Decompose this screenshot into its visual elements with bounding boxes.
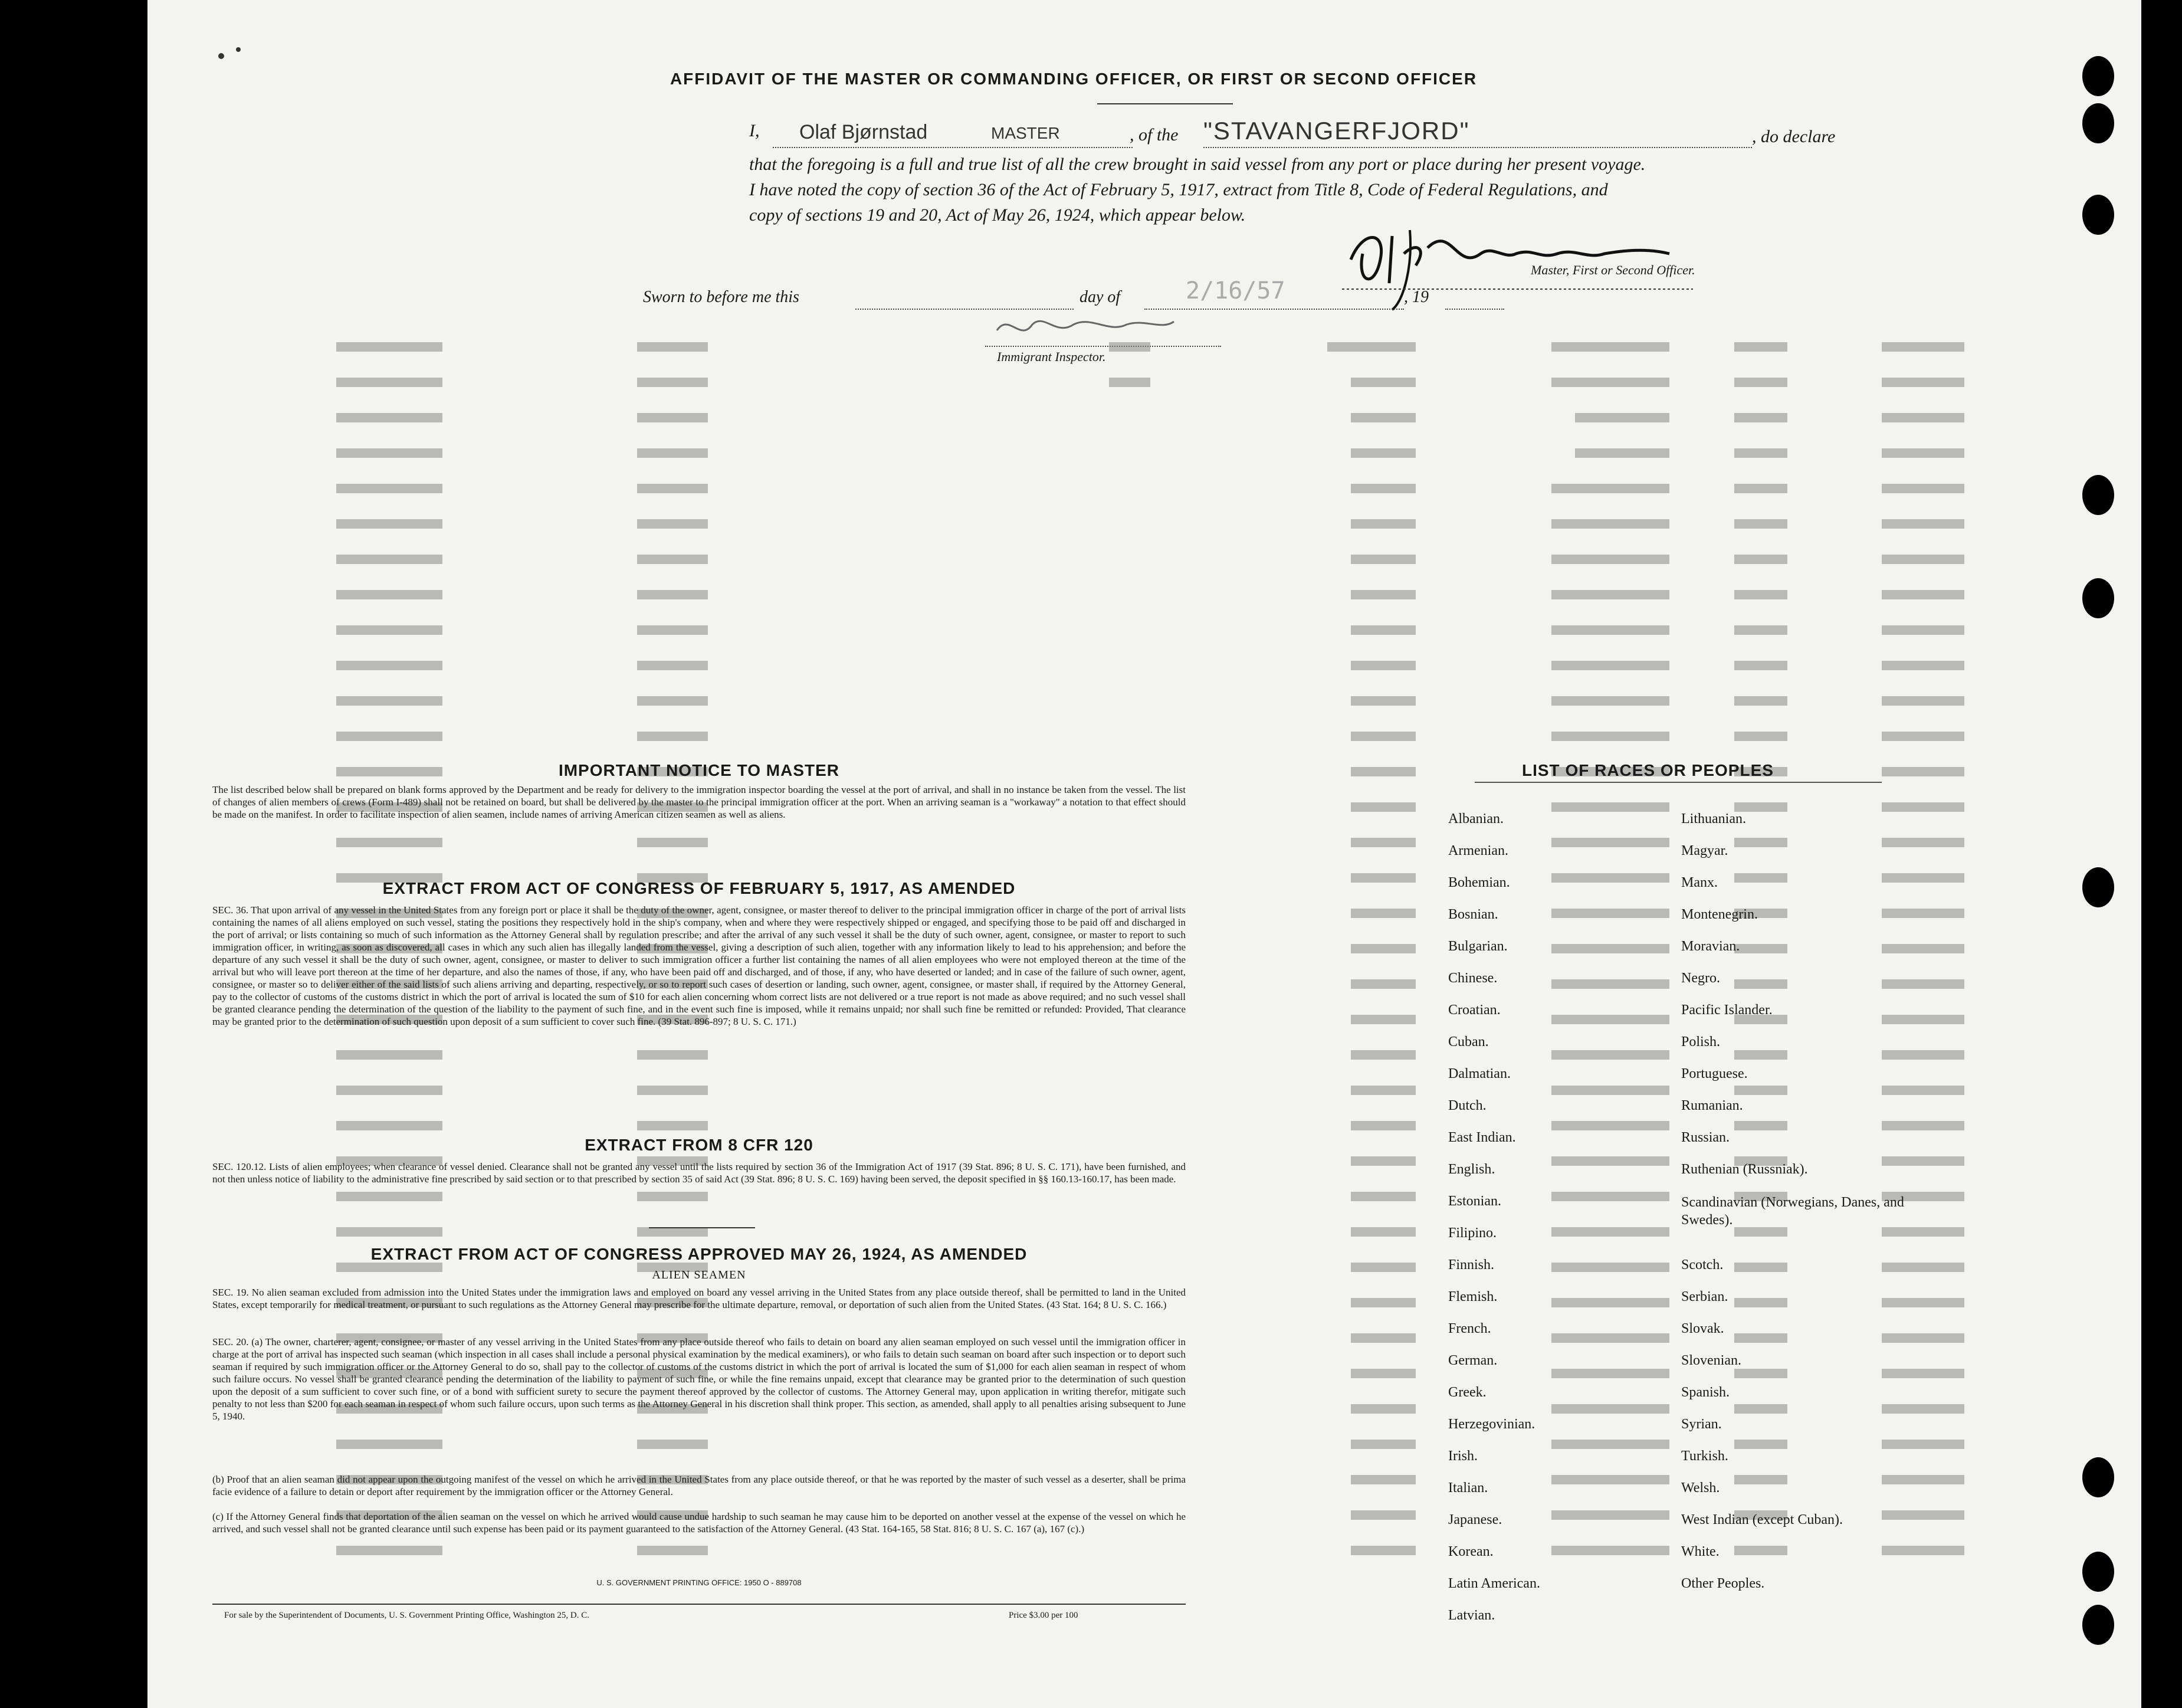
sworn-date: 2/16/57 [1186,277,1285,304]
of-the-label: , of the [1130,125,1179,145]
race-item: Latvian. [1448,1608,1495,1623]
vessel-name: "STAVANGERFJORD" [1203,117,1470,145]
binder-hole [2082,1457,2114,1497]
race-item: Filipino. [1448,1225,1497,1241]
race-item: Herzegovinian. [1448,1417,1535,1432]
race-item: Dutch. [1448,1098,1487,1113]
race-item: Latin American. [1448,1576,1540,1591]
extract-1924-sec19: SEC. 19. No alien seaman excluded from admission into the United States under the immigration laws and employed on board any vessel arriving in the United States from any place outside thereof, shall be permitted to land in the United States, except temporarily for medical treatment, or pursuant to such regulations as the Attorney General may prescribe for the ultimate departure, removal, or deportation of such alien from the United States. (43 Stat. 164; 8 U. S. C. 166.) [212,1287,1186,1310]
race-item: Korean. [1448,1544,1494,1559]
race-item: East Indian. [1448,1130,1516,1145]
ink-speck [218,53,224,59]
ink-speck [236,47,241,52]
extract-8cfr-body: SEC. 120.12. Lists of alien employees; when clearance of vessel denied. Clearance shall not be granted any vessel until the lists required by section 36 of the Immigration Act of 1917 (39 Stat. 896; 8 U. S. C. 171), have been furnished, and not then unless notice of liability to the administrative fine prescribed by said section or to that prescribed by section 35 of said Act (39 Stat. 896; 8 U. S. C. 169) having been served, the deposit specified in §§ 160.13-160.17, has been made. [212,1161,1186,1185]
race-item: Japanese. [1448,1512,1502,1527]
day-of-label: day of [1079,288,1121,306]
declaration-line-3: I have noted the copy of section 36 of the Act of February 5, 1917, extract from Title 8, Code of Federal Regulations, and [749,180,1608,199]
declaration-line-2: that the foregoing is a full and true list of all the crew brought in said vessel from any port or place during her present voyage. [749,155,1646,174]
inspector-caption: Immigrant Inspector. [997,349,1106,364]
race-item: Chinese. [1448,971,1498,986]
year-prefix: , 19 [1404,288,1429,306]
printer-line: U. S. GOVERNMENT PRINTING OFFICE: 1950 O - 889708 [596,1578,802,1587]
sworn-month-line [1144,308,1404,310]
race-item: Bulgarian. [1448,939,1508,954]
race-item: Ruthenian (Russniak). [1681,1162,1808,1177]
signature-caption: Master, First or Second Officer. [1531,263,1695,277]
race-item: Lithuanian. [1681,811,1746,827]
binder-hole [2082,56,2114,96]
race-item: Spanish. [1681,1385,1730,1400]
notice-title: IMPORTANT NOTICE TO MASTER [558,761,840,779]
race-item: Greek. [1448,1385,1487,1400]
race-item: Irish. [1448,1448,1478,1464]
vessel-name-line [1203,146,1752,148]
race-item: Flemish. [1448,1289,1498,1304]
affidavit-title: AFFIDAVIT OF THE MASTER OR COMMANDING OFFICER, OR FIRST OR SECOND OFFICER [670,70,1478,88]
race-item: Moravian. [1681,939,1740,954]
extract-1924-sec20a: SEC. 20. (a) The owner, charterer, agent, consignee, or master of any vessel arriving in the United States from any place outside thereof who fails to detain on board any alien seaman employed on such vessel until the immigration officer in charge at the port of arrival has inspected such seaman (which inspection in all cases shall include a personal physical examination by the medical examiners), or who fails to detain such seaman on board after such inspection or to deport such seaman if required by such immigration officer or the Attorney General to do so, shall pay to the collector of customs of the customs district in which the port of arrival is located the sum of $1,000 for each alien seaman in respect of whom such failure occurs. No vessel shall be granted clearance pending the determination of the liability to payment of such fine, or while the fine remains unpaid, except that clearance may be granted prior to the determination of such question upon the deposit of a sum sufficient to cover such fine, or of a bond with sufficient surety to secure the payment thereof approved by the collector of customs. The Attorney General may, upon application in writing therefor, mitigate such penalty to not less than $200 for each seaman in respect of whom such failure occurs, upon such terms as the Attorney General in his discretion shall think proper. This section, as amended, shall apply to all penalties arising subsequent to June 5, 1940. [212,1336,1186,1422]
binder-hole [2082,475,2114,515]
declaration-line-4: copy of sections 19 and 20, Act of May 26, 1924, which appear below. [749,205,1246,225]
race-item: Scandinavian (Norwegians, Danes, and Swedes). [1681,1195,1904,1228]
binder-hole [2082,578,2114,618]
binder-hole [2082,1605,2114,1645]
officer-name: Olaf Bjørnstad [799,121,928,143]
race-item: Scotch. [1681,1257,1724,1273]
race-item: Magyar. [1681,843,1728,858]
races-title-rule [1475,782,1882,783]
race-item: Manx. [1681,875,1718,890]
i-label: I, [749,121,760,140]
race-item: Syrian. [1681,1417,1722,1432]
race-item: Cuban. [1448,1034,1489,1050]
races-right-column [1681,811,1941,1608]
footer-sale-text: For sale by the Superintendent of Documents, U. S. Government Printing Office, Washington 25, D. C. [224,1611,589,1620]
extract-1924-sec20c: (c) If the Attorney General finds that deportation of the alien seaman on the vessel on which he arrived would cause undue hardship to such seaman he may cause him to be deported on another vessel at the expense of the vessel on which he arrived, and such vessel shall not be granted clearance until such expense has been paid or its payment guaranteed to the satisfaction of the Attorney General. (43 Stat. 164-165, 58 Stat. 816; 8 U. S. C. 167 (a), 167 (c).) [212,1511,1186,1535]
race-item: French. [1448,1321,1491,1336]
sworn-year-line [1445,308,1504,310]
binder-hole [2082,1552,2114,1592]
race-item: Negro. [1681,971,1720,986]
extract-1917-body: SEC. 36. That upon arrival of any vessel in the United States from any foreign port or place it shall be the duty of the owner, agent, consignee, or master thereof to deliver to the principal immigration officer in charge of the port of arrival lists containing the names of all aliens employed on such vessel, stating the positions they respectively hold in the ship's company, when and where they were respectively shipped or engaged, and specifying those to be paid off and discharged in the port of arrival; or lists containing so much of such information as the Attorney General shall by regulation prescribe; and after the arrival of any such vessel it shall be the duty of such owner, agent, consignee, or master to report to such immigration officer, in writing, as soon as discovered, all cases in which any such alien has illegally landed from the vessel, giving a description of such alien, together with any information likely to lead to his apprehension; and before the departure of any such vessel it shall be the duty of such owner, agent, consignee, or master to deliver to such immigration officer a further list containing the names of all alien employees who were not employed thereon at the time of the arrival but who will leave port thereon at the time of her departure, and also the names of those, if any, who have been paid off and discharged, and of those, if any, who have deserted or landed; and in case of the failure of such owner, agent, consignee, or master so to deliver either of the said lists of such aliens arriving and departing, respectively, or so to report such cases of desertion or landing, such owner, agent, consignee, or master shall, if required by the Attorney General, pay to the collector of customs of the customs district in which the port of arrival is located the sum of $10 for each alien concerning whom correct lists are not delivered or a true report is not made as above required; and no such vessel shall be granted clearance pending the determination of the question of the liability to the payment of such fine, and in the event such fine is imposed, while it remains unpaid; nor shall such fine be remitted or refunded: Provided, That clearance may be granted prior to the determination of such question upon deposit of a sum sufficient to cover such fine. (39 Stat. 896-897; 8 U. S. C. 171.) [212,904,1186,1027]
binder-hole [2082,867,2114,907]
extract-1924-title: EXTRACT FROM ACT OF CONGRESS APPROVED MAY 26, 1924, AS AMENDED [370,1245,1028,1263]
race-item: Estonian. [1448,1194,1501,1209]
race-item: Slovak. [1681,1321,1724,1336]
race-item: Russian. [1681,1130,1730,1145]
race-item: Finnish. [1448,1257,1495,1273]
race-item: White. [1681,1544,1720,1559]
race-item: Bohemian. [1448,875,1510,890]
race-item: West Indian (except Cuban). [1681,1512,1843,1527]
race-item: Croatian. [1448,1002,1501,1018]
race-item: Bosnian. [1448,907,1498,922]
race-item: Welsh. [1681,1480,1720,1496]
extract-1924-sec20b: (b) Proof that an alien seaman did not appear upon the outgoing manifest of the vessel on which he arrived in the United States from any place outside thereof, or that he was reported by the master of such vessel as a deserter, shall be prima facie evidence of a failure to detain or deport after requirement by the immigration officer or the Attorney General. [212,1474,1186,1497]
extract-1917-title: EXTRACT FROM ACT OF CONGRESS OF FEBRUARY 5, 1917, AS AMENDED [382,879,1016,897]
sworn-label: Sworn to before me this [643,288,799,306]
section-rule [649,1227,755,1228]
race-item: Serbian. [1681,1289,1728,1304]
extract-1924-subtitle: ALIEN SEAMEN [652,1268,746,1281]
extract-8cfr-title: EXTRACT FROM 8 CFR 120 [585,1136,813,1154]
race-item: Portuguese. [1681,1066,1748,1081]
race-item: Armenian. [1448,843,1508,858]
document-page [147,0,2141,1708]
races-left-column [1448,811,1672,1640]
footer-rule [212,1604,1186,1605]
race-item: Albanian. [1448,811,1504,827]
race-item: Other Peoples. [1681,1576,1765,1591]
race-item: Pacific Islander. [1681,1002,1773,1018]
footer-price: Price $3.00 per 100 [1009,1611,1078,1620]
officer-name-line [773,146,1133,148]
binder-hole [2082,103,2114,143]
race-item: Slovenian. [1681,1353,1741,1368]
races-title: LIST OF RACES OR PEOPLES [1522,761,1774,779]
race-item: Polish. [1681,1034,1721,1050]
race-item: German. [1448,1353,1498,1368]
race-item: Italian. [1448,1480,1488,1496]
race-item: English. [1448,1162,1495,1177]
race-item: Rumanian. [1681,1098,1743,1113]
officer-rank: MASTER [991,124,1060,142]
notice-body: The list described below shall be prepared on blank forms approved by the Department and be ready for delivery to the immigration inspector boarding the vessel at the port of arrival, and shall in no instance be taken from the vessel. The list of changes of alien members of crews (Form I-489) shall not be retained on board, but shall be delivered by the master to the principal immigration officer at the port. When an arriving seaman is a "workaway" a notation to that effect should be made on the manifest. In order to facilitate inspection of alien seamen, include names of arriving American citizen seamen as well as aliens. [212,784,1186,820]
title-rule [1097,103,1233,104]
race-item: Montenegrin. [1681,907,1758,922]
race-item: Turkish. [1681,1448,1728,1464]
race-item: Dalmatian. [1448,1066,1511,1081]
binder-hole [2082,195,2114,235]
do-declare-label: , do declare [1752,127,1836,146]
